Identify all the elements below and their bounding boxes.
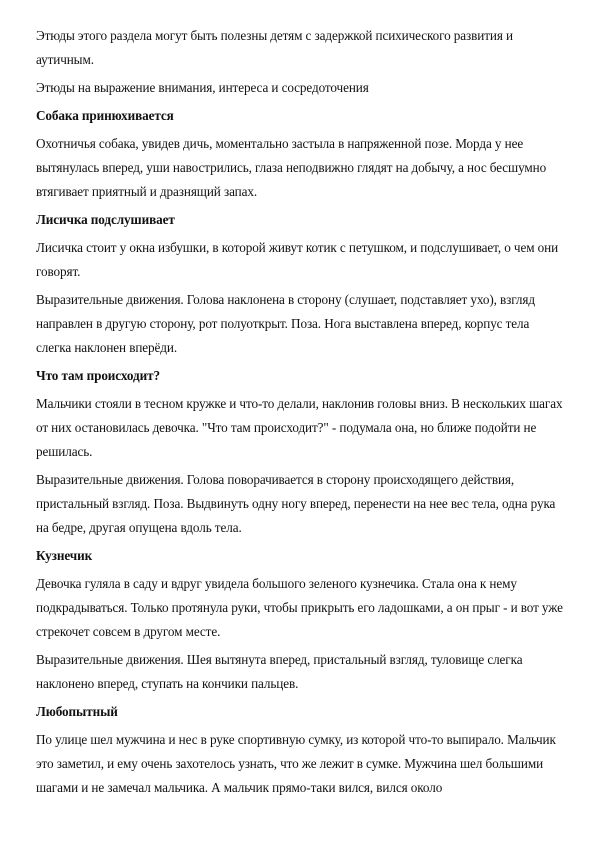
etude-paragraph: Лисичка стоит у окна избушки, в которой живут котик с петушком, и подслушивает, о чем они говорят. (36, 240, 559, 279)
etude-title: Что там происходит? (36, 368, 160, 383)
intro-paragraph: Этюды этого раздела могут быть полезны детям с задержкой психического развития и аутичным. (36, 28, 513, 67)
etude-title: Любопытный (36, 704, 118, 719)
document-page (36, 24, 566, 800)
etude-paragraph: Выразительные движения. Голова поворачивается в сторону происходящего действия, пристальный взгляд. Поза. Выдвинуть одну ногу вперед, перенести на нее вес тела, одна рука на бедре, другая опущена вдоль тела. (36, 472, 556, 535)
etude-paragraph: По улице шел мужчина и нес в руке спортивную сумку, из которой что-то выпирало. Мальчик это заметил, и ему очень захотелось узнать, что же лежит в сумке. Мужчина шел большими шагами и не замечал мальчика. А мальчик прямо-таки вился, вился около (36, 732, 556, 795)
etude-paragraph: Девочка гуляла в саду и вдруг увидела большого зеленого кузнечика. Стала она к нему подкрадываться. Только протянула руки, чтобы прикрыть его ладошками, а он прыг - и вот уже стрекочет совсем в другом месте. (36, 576, 563, 639)
section-title: Этюды на выражение внимания, интереса и сосредоточения (36, 80, 369, 95)
etude-paragraph: Мальчики стояли в тесном кружке и что-то делали, наклонив головы вниз. В нескольких шагах от них остановилась девочка. "Что там происходит?" - подумала она, но ближе подойти не решилась. (36, 396, 563, 459)
etude-title: Лисичка подслушивает (36, 212, 175, 227)
etude-paragraph: Охотничья собака, увидев дичь, моментально застыла в напряженной позе. Морда у нее вытянулась вперед, уши навострились, глаза неподвижно глядят на добычу, а нос бесшумно втягивает приятный и дразнящий запах. (36, 136, 547, 199)
etude-paragraph: Выразительные движения. Голова наклонена в сторону (слушает, подставляет ухо), взгляд направлен в другую сторону, рот полуоткрыт. Поза. Нога выставлена вперед, корпус тела слегка наклонен вперёди. (36, 292, 535, 355)
etude-title: Собака принюхивается (36, 108, 174, 123)
etude-paragraph: Выразительные движения. Шея вытянута вперед, пристальный взгляд, туловище слегка наклонено вперед, ступать на кончики пальцев. (36, 652, 523, 691)
etude-title: Кузнечик (36, 548, 93, 563)
